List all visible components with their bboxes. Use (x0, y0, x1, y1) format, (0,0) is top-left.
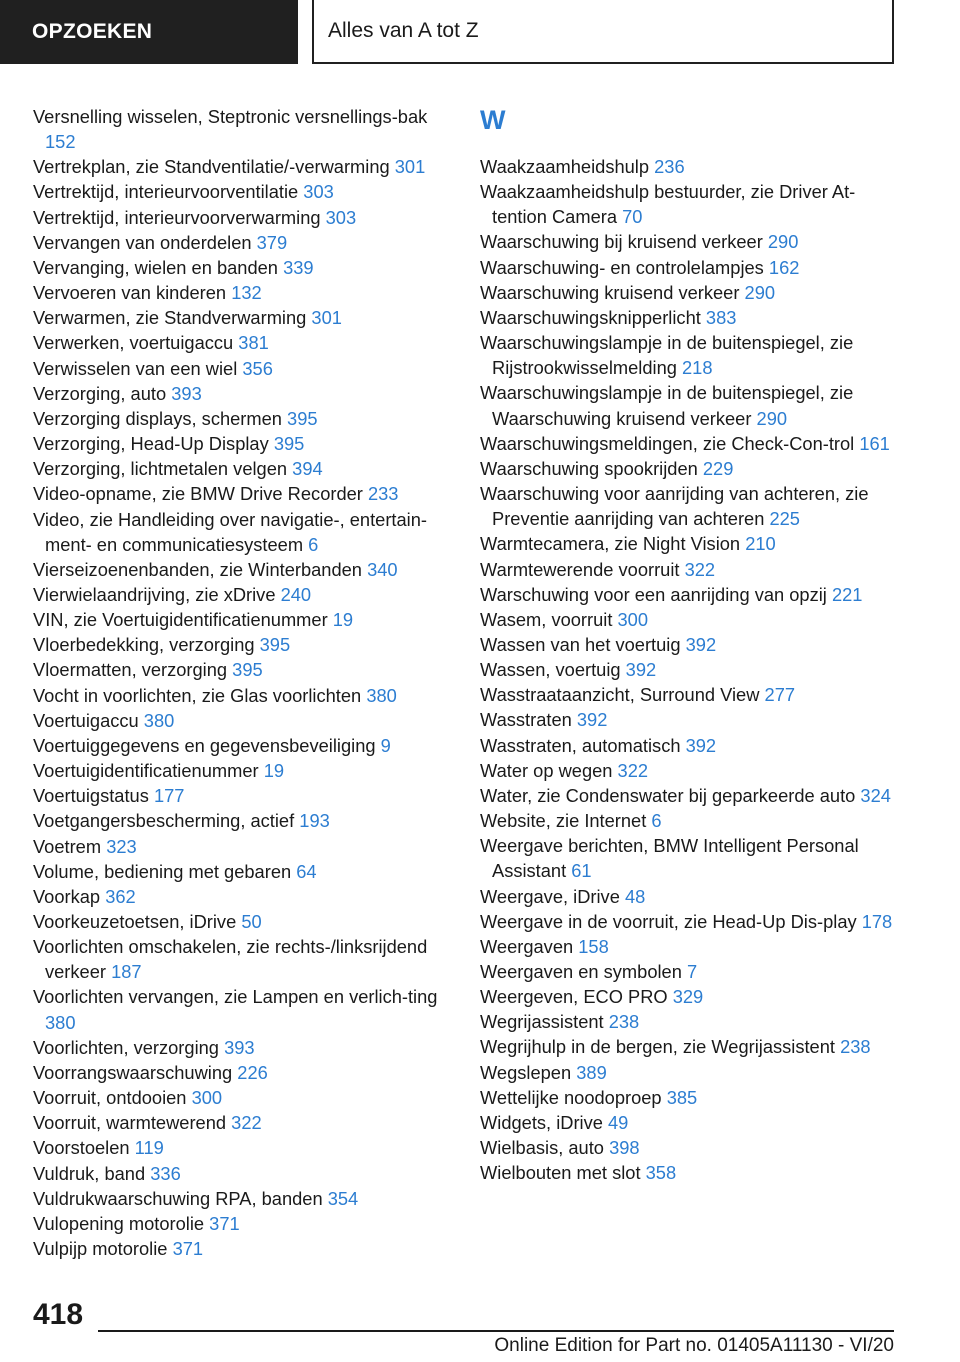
index-entry-term: Warmtewerende voorruit (480, 558, 680, 580)
page-reference-link[interactable]: 392 (685, 734, 717, 756)
page-reference-link[interactable]: 392 (576, 709, 608, 731)
index-entry-term: Voertuigaccu (33, 709, 139, 731)
page-reference-link[interactable]: 119 (134, 1137, 164, 1159)
index-entry (33, 305, 453, 330)
page-reference-link[interactable]: 301 (311, 307, 342, 329)
index-entry-term: Voorrangswaarschuwing (33, 1061, 233, 1083)
index-entry (480, 179, 900, 229)
index-entry (33, 230, 453, 255)
index-entry-term: Waarschuwing kruisend verkeer (480, 281, 740, 303)
page-reference-link[interactable]: 354 (327, 1187, 359, 1209)
index-entry (480, 808, 900, 833)
index-entry-term: Warmtecamera, zie Night Vision (480, 533, 741, 555)
index-entry-term: Verwisselen van een wiel (33, 357, 238, 379)
index-entry (33, 1161, 453, 1186)
index-entry (33, 179, 453, 204)
index-entry (480, 707, 900, 732)
index-entry-term: Vulopening motorolie (33, 1212, 205, 1234)
index-entry (33, 708, 453, 733)
index-entry-term: Warschuwing voor een aanrijding van opzij (480, 583, 827, 605)
index-entry-term: Wettelijke noodoproep (480, 1086, 662, 1108)
page-reference-link[interactable]: 221 (831, 583, 863, 605)
index-entry-term: Vloerbedekking, verzorging (33, 634, 255, 656)
index-entry (480, 884, 900, 909)
index-entry (480, 154, 900, 179)
index-entry-term: Voorruit, ontdooien (33, 1087, 187, 1109)
index-entry-term: Vuldruk, band (33, 1162, 146, 1184)
index-entry (33, 632, 453, 657)
index-entry-term: Verzorging, auto (33, 382, 167, 404)
index-entry-term: Waarschuwingsknipperlicht (480, 306, 701, 328)
index-entry-term: Waakzaamheidshulp bestuurder, zie Driver At‐tention Camera (480, 181, 856, 228)
page-reference-link[interactable]: 178 (861, 910, 893, 932)
index-entry (480, 305, 900, 330)
index-entry-term: Voorlichten vervangen, zie Lampen en verlich‐ting (33, 986, 438, 1008)
index-entry-term: Voetgangersbescherming, actief (33, 810, 295, 832)
index-entry-term: Verzorging, Head-Up Display (33, 433, 269, 455)
index-entry (480, 280, 900, 305)
index-entry-term: Wielbasis, auto (480, 1137, 604, 1159)
index-entry (33, 154, 453, 179)
page-reference-link[interactable]: 371 (172, 1238, 204, 1260)
index-entry (480, 758, 900, 783)
page-reference-link[interactable]: 356 (242, 357, 273, 379)
index-entry-term: Wasstraten (480, 709, 572, 731)
index-entry-term: Voorstoelen (33, 1137, 130, 1159)
index-entry-term: Weergeven, ECO PRO (480, 986, 668, 1008)
index-entry (33, 406, 453, 431)
index-entry-term: Website, zie Internet (480, 810, 647, 832)
index-entry (33, 356, 453, 381)
index-entry (480, 1135, 900, 1160)
index-entry-term: Verzorging, lichtmetalen velgen (33, 458, 288, 480)
index-entry-term: Verwarmen, zie Standverwarming (33, 307, 307, 329)
index-entry-term: Vervoeren van kinderen (33, 282, 227, 304)
page-reference-link[interactable]: 379 (256, 231, 288, 253)
page-reference-link[interactable]: 385 (666, 1086, 698, 1108)
page-reference-link[interactable]: 395 (273, 433, 305, 455)
index-entry (33, 1186, 453, 1211)
index-entry-term: VIN, zie Voertuigidentificatienummer (33, 609, 328, 631)
index-entry-term: Voertuigstatus (33, 785, 149, 807)
page-reference-link[interactable]: 392 (685, 633, 717, 655)
index-entry-term: Verzorging displays, schermen (33, 407, 282, 429)
index-entry-term: Verwerken, voertuigaccu (33, 332, 234, 354)
index-entry (33, 783, 453, 808)
index-entry-term: Voorlichten, verzorging (33, 1036, 219, 1058)
page-reference-link[interactable]: 358 (645, 1162, 677, 1184)
index-entry (33, 683, 453, 708)
page-reference-link[interactable]: 277 (764, 684, 796, 706)
page-reference-link[interactable]: 393 (171, 382, 202, 404)
index-entry (33, 733, 453, 758)
page-reference-link[interactable]: 162 (768, 256, 800, 278)
index-entry-term: Voertuigidentificatienummer (33, 760, 259, 782)
page-reference-link[interactable]: 371 (209, 1212, 240, 1234)
index-entry-term: Waarschuwing voor aanrijding van achteren, zie Preventie aanrijding van achteren (480, 483, 869, 530)
index-entry (33, 205, 453, 230)
index-entry-term: Waarschuwing spookrijden (480, 457, 698, 479)
index-list-w (480, 154, 900, 1185)
page-reference-link[interactable]: 380 (143, 709, 175, 731)
section-tab-label: OPZOEKEN (32, 20, 153, 43)
index-entry-term: Widgets, iDrive (480, 1111, 603, 1133)
index-column-left (33, 104, 453, 1261)
index-entry (33, 1085, 453, 1110)
page-reference-link[interactable]: 290 (767, 231, 799, 253)
page-reference-link[interactable]: 161 (859, 432, 890, 454)
chapter-title: Alles van A tot Z (328, 19, 479, 42)
index-entry (33, 456, 453, 481)
index-entry (480, 531, 900, 556)
page-reference-link[interactable]: 392 (625, 659, 657, 681)
index-entry (33, 1035, 453, 1060)
index-entry (480, 481, 900, 531)
page-reference-link[interactable]: 380 (45, 1011, 76, 1033)
page-reference-link[interactable]: 70 (622, 206, 643, 228)
index-entry (33, 431, 453, 456)
page-reference-link[interactable]: 398 (609, 1137, 640, 1159)
index-entry (33, 381, 453, 406)
index-entry-term: Weergave, iDrive (480, 885, 620, 907)
index-entry (33, 507, 453, 557)
page-reference-link[interactable]: 61 (571, 860, 592, 882)
index-entry-term: Voorkeuzetoetsen, iDrive (33, 911, 237, 932)
page-reference-link[interactable]: 336 (150, 1162, 181, 1184)
index-entry (480, 1085, 900, 1110)
index-entry (480, 934, 900, 959)
index-entry (480, 380, 900, 430)
index-entry-term: Wegrijhulp in de bergen, zie Wegrijassistent (480, 1036, 835, 1058)
index-entry (33, 582, 453, 607)
index-entry (33, 758, 453, 783)
index-entry-term: Voertuiggegevens en gegevensbeveiliging (33, 734, 376, 756)
page-reference-link[interactable]: 395 (232, 659, 263, 681)
section-tab (0, 0, 298, 64)
page-reference-link[interactable]: 6 (651, 810, 662, 832)
index-entry (480, 1009, 900, 1034)
index-entry-term: Versnelling wisselen, Steptronic versnellings‐bak (33, 106, 428, 127)
index-entry (33, 808, 453, 833)
index-entry (480, 1110, 900, 1135)
index-entry-term: Wegrijassistent (480, 1011, 604, 1033)
index-entry (33, 884, 453, 909)
index-entry (480, 229, 900, 254)
index-entry (33, 1135, 453, 1160)
index-entry-term: Volume, bediening met gebaren (33, 860, 292, 882)
index-entry (33, 1211, 453, 1236)
page-reference-link[interactable]: 9 (380, 734, 391, 756)
index-entry-term: Waarschuwing- en controlelampjes (480, 256, 764, 278)
index-entry-term: Weergaven (480, 935, 574, 957)
index-entry (33, 255, 453, 280)
index-entry-term: Video-opname, zie BMW Drive Recorder (33, 483, 363, 505)
page-reference-link[interactable]: 50 (241, 911, 262, 932)
index-entry (33, 1110, 453, 1135)
page-reference-link[interactable]: 233 (367, 483, 399, 505)
index-entry (33, 859, 453, 884)
index-entry (33, 1060, 453, 1085)
index-entry-term: Vierwielaandrijving, zie xDrive (33, 583, 276, 605)
index-entry (33, 280, 453, 305)
index-entry (480, 255, 900, 280)
chapter-header (312, 0, 894, 64)
page-reference-link[interactable]: 19 (263, 760, 285, 782)
page-reference-link[interactable]: 300 (617, 608, 649, 630)
page-reference-link[interactable]: 303 (325, 206, 357, 228)
index-entry-term: Vertrekplan, zie Standventilatie/-verwarming (33, 156, 390, 178)
page-reference-link[interactable]: 158 (578, 935, 609, 957)
index-entry (33, 607, 453, 632)
index-entry-term: Wasem, voorruit (480, 608, 613, 630)
page-reference-link[interactable]: 236 (654, 156, 685, 177)
index-entry (480, 607, 900, 632)
footer-divider (98, 1330, 894, 1332)
index-entry (480, 833, 900, 883)
page-number: 418 (33, 1298, 84, 1331)
index-entry-term: Waarschuwingsmeldingen, zie Check-Con‐trol (480, 432, 855, 454)
page-reference-link[interactable]: 301 (394, 156, 426, 178)
index-entry (33, 330, 453, 355)
page-reference-link[interactable]: 323 (106, 835, 137, 857)
index-entry (33, 984, 453, 1034)
index-entry (480, 456, 900, 481)
index-entry-term: Vloermatten, verzorging (33, 659, 228, 681)
index-entry-term: Waarschuwingslampje in de buitenspiegel, zie Rijstrookwisselmelding (480, 332, 854, 379)
page-reference-link[interactable]: 381 (238, 332, 269, 354)
page-reference-link[interactable]: 225 (769, 508, 800, 530)
section-letter-w: W (480, 105, 506, 135)
index-entry (480, 984, 900, 1009)
index-entry (33, 834, 453, 859)
index-entry-term: Wassen, voertuig (480, 659, 621, 681)
page-reference-link[interactable]: 362 (105, 885, 136, 907)
page-reference-link[interactable]: 290 (756, 407, 788, 429)
edition-footer: Online Edition for Part no. 01405A11130 - VI/20 (494, 1335, 894, 1356)
index-entry (480, 557, 900, 582)
page-reference-link[interactable]: 48 (624, 885, 646, 907)
page-reference-link[interactable]: 380 (366, 684, 397, 706)
index-entry (480, 431, 900, 456)
index-entry-term: Vertrektijd, interieurvoorverwarming (33, 206, 321, 228)
page-reference-link[interactable]: 395 (259, 634, 291, 656)
page-reference-link[interactable]: 152 (45, 131, 76, 153)
index-entry (480, 1160, 900, 1185)
index-entry (480, 733, 900, 758)
page-reference-link[interactable]: 240 (280, 583, 312, 605)
page-reference-link[interactable]: 187 (111, 961, 142, 983)
page-reference-link[interactable]: 329 (672, 986, 704, 1008)
index-entry-term: Voorruit, warmtewerend (33, 1112, 227, 1134)
index-entry (33, 909, 453, 934)
page-reference-link[interactable]: 229 (702, 457, 734, 479)
index-entry-term: Wasstraataanzicht, Surround View (480, 684, 760, 706)
index-entry-term: Voetrem (33, 835, 102, 857)
index-entry (480, 909, 900, 934)
index-entry-term: Waarschuwing bij kruisend verkeer (480, 231, 763, 253)
index-entry-term: Vervangen van onderdelen (33, 231, 252, 253)
index-entry-term: Wassen van het voertuig (480, 633, 681, 655)
index-entry-term: Voorlichten omschakelen, zie rechts-/linksrijdend verkeer (33, 936, 428, 983)
index-entry-term: Weergave berichten, BMW Intelligent Personal Assistant (480, 835, 859, 882)
index-entry (33, 657, 453, 682)
index-entry-term: Water, zie Condenswater bij geparkeerde auto (480, 784, 856, 806)
index-entry (33, 481, 453, 506)
index-entry (480, 1060, 900, 1085)
page-reference-link[interactable]: 49 (608, 1111, 629, 1133)
page-reference-link[interactable]: 383 (705, 306, 737, 328)
index-entry (480, 682, 900, 707)
index-entry-term: Weergave in de voorruit, zie Head-Up Dis‐play (480, 910, 857, 932)
page-reference-link[interactable]: 177 (153, 785, 185, 807)
index-entry-term: Video, zie Handleiding over navigatie-, entertain‐ment- en communicatiesysteem (33, 508, 427, 555)
index-entry (33, 557, 453, 582)
page-reference-link[interactable]: 322 (617, 759, 649, 781)
index-entry-term: Water op wegen (480, 759, 613, 781)
page-reference-link[interactable]: 395 (287, 407, 318, 429)
index-entry (33, 934, 453, 984)
page-reference-link[interactable]: 324 (860, 784, 891, 806)
index-entry-term: Vocht in voorlichten, zie Glas voorlichten (33, 684, 362, 706)
page-reference-link[interactable]: 394 (292, 458, 323, 480)
page-reference-link[interactable]: 210 (745, 533, 776, 555)
page-reference-link[interactable]: 218 (682, 357, 713, 379)
page-reference-link[interactable]: 389 (576, 1061, 607, 1083)
index-entry (33, 104, 453, 154)
index-entry-term: Weergaven en symbolen (480, 961, 682, 982)
index-entry (480, 1034, 900, 1059)
page-reference-link[interactable]: 393 (224, 1036, 255, 1058)
index-entry-term: Wielbouten met slot (480, 1162, 641, 1184)
index-entry (480, 657, 900, 682)
index-entry-term: Waarschuwingslampje in de buitenspiegel, zie Waarschuwing kruisend verkeer (480, 382, 854, 429)
page-reference-link[interactable]: 322 (231, 1112, 262, 1134)
index-entry-term: Wasstraten, automatisch (480, 734, 681, 756)
index-entry-term: Vuldrukwaarschuwing RPA, banden (33, 1187, 323, 1209)
page-reference-link[interactable]: 226 (237, 1061, 268, 1083)
page-reference-link[interactable]: 300 (191, 1087, 223, 1109)
index-entry-term: Vulpijp motorolie (33, 1238, 168, 1260)
index-entry-term: Wegslepen (480, 1061, 572, 1083)
index-entry-term: Vervanging, wielen en banden (33, 256, 278, 278)
page-reference-link[interactable]: 238 (608, 1011, 640, 1033)
page-reference-link[interactable]: 193 (299, 810, 330, 832)
page-reference-link[interactable]: 238 (840, 1036, 871, 1058)
page-reference-link[interactable]: 303 (303, 181, 334, 203)
index-entry (480, 632, 900, 657)
page-reference-link[interactable]: 64 (296, 860, 317, 882)
index-entry-term: Waakzaamheidshulp (480, 156, 650, 177)
page-reference-link[interactable]: 339 (283, 256, 314, 278)
page-reference-link[interactable]: 322 (684, 558, 716, 580)
page-reference-link[interactable]: 7 (686, 961, 698, 982)
index-entry (33, 1236, 453, 1261)
page-reference-link[interactable]: 6 (308, 533, 319, 555)
page-reference-link[interactable]: 290 (744, 281, 776, 303)
page-reference-link[interactable]: 132 (231, 282, 262, 304)
page-reference-link[interactable]: 340 (367, 558, 398, 580)
index-entry-term: Vierseizoenenbanden, zie Winterbanden (33, 558, 362, 580)
page-reference-link[interactable]: 19 (332, 609, 354, 631)
index-entry (480, 959, 900, 984)
index-column-right (480, 104, 900, 1185)
index-entry (480, 582, 900, 607)
index-entry-term: Vertrektijd, interieurvoorventilatie (33, 181, 299, 203)
index-entry (480, 330, 900, 380)
index-entry-term: Voorkap (33, 885, 101, 907)
index-entry (480, 783, 900, 808)
